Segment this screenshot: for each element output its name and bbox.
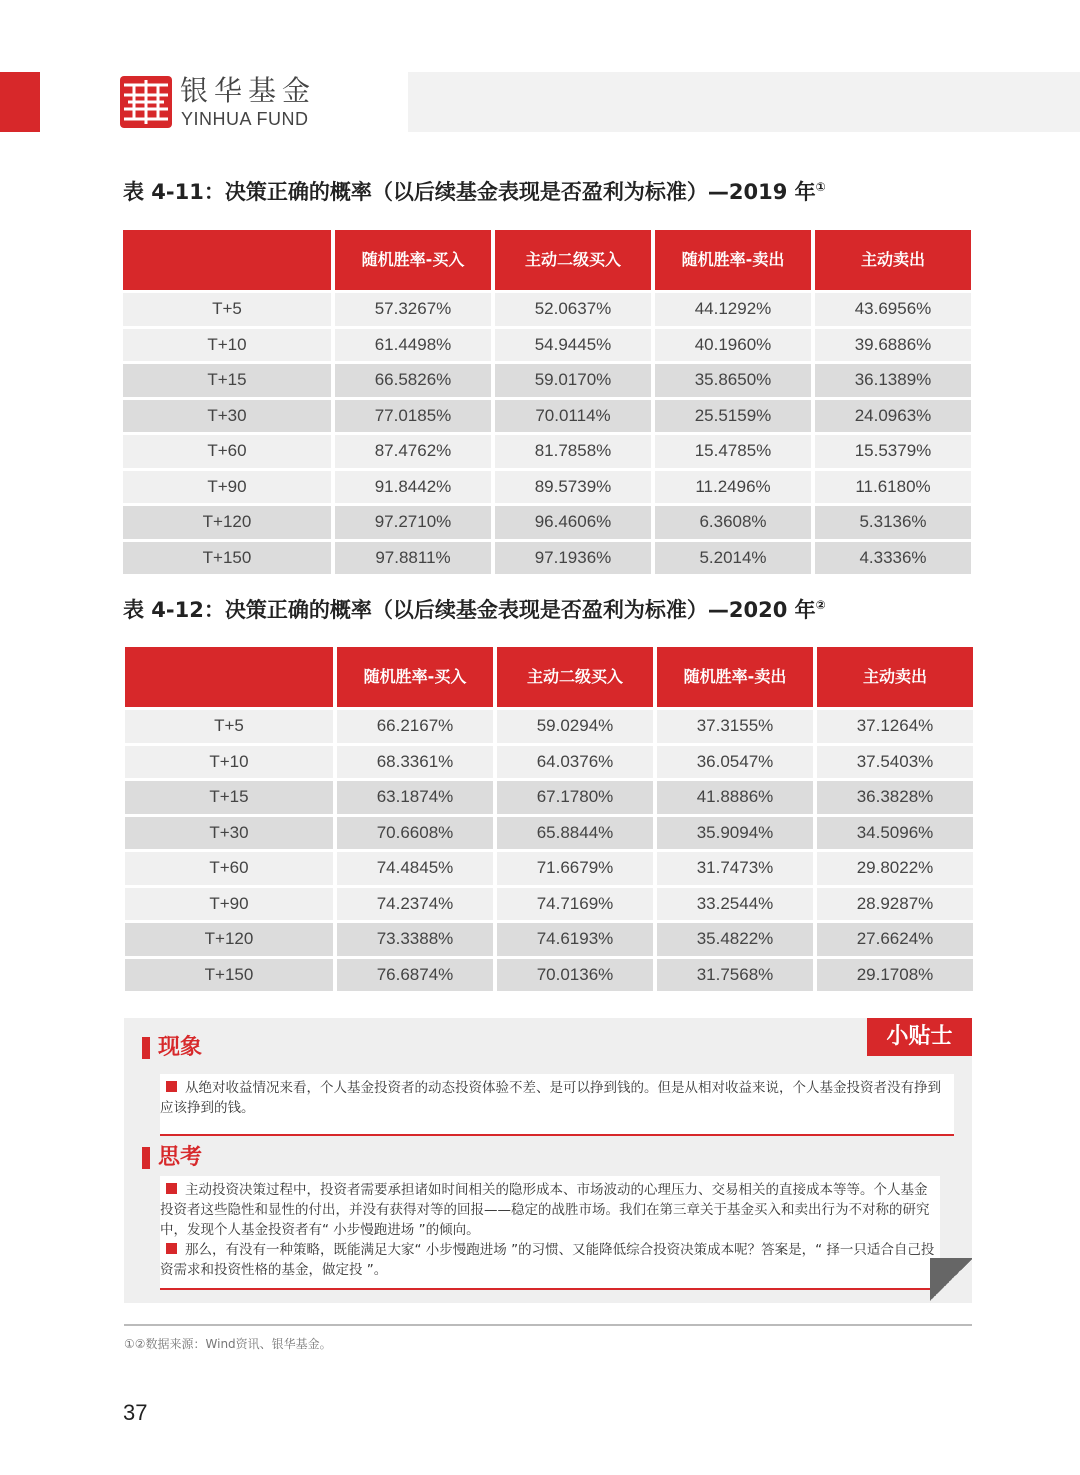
page-fold-icon <box>930 1258 972 1302</box>
table-row <box>125 923 973 956</box>
logo-english-name: YINHUA FUND <box>181 109 309 129</box>
table-cell: 35.9094% <box>657 817 813 850</box>
table-cell: 52.0637% <box>495 293 651 326</box>
table-cell: 4.3336% <box>815 542 971 575</box>
table-cell: 39.6886% <box>815 329 971 362</box>
table-cell: 74.2374% <box>337 888 493 921</box>
row-label: T+60 <box>125 852 333 885</box>
row-label: T+120 <box>125 923 333 956</box>
row-label: T+5 <box>125 710 333 743</box>
table-cell: 28.9287% <box>817 888 973 921</box>
table-cell: 63.1874% <box>337 781 493 814</box>
table-row <box>125 710 973 743</box>
table-cell: 6.3608% <box>655 506 811 539</box>
row-label: T+60 <box>123 435 331 468</box>
table-cell: 25.5159% <box>655 400 811 433</box>
thinking-text-box <box>160 1176 940 1290</box>
row-label: T+10 <box>123 329 331 362</box>
table-cell: 66.5826% <box>335 364 491 397</box>
table-row <box>125 817 973 850</box>
row-label: T+90 <box>123 471 331 504</box>
table-cell: 59.0294% <box>497 710 653 743</box>
row-label: T+90 <box>125 888 333 921</box>
table-cell: 41.8886% <box>657 781 813 814</box>
table-cell: 24.0963% <box>815 400 971 433</box>
tips-badge: 小贴士 <box>867 1018 972 1056</box>
table-row <box>123 435 971 468</box>
table-cell: 71.6679% <box>497 852 653 885</box>
table-row <box>123 471 971 504</box>
header-red-bar <box>0 72 40 132</box>
table-cell: 37.5403% <box>817 746 973 779</box>
column-header <box>125 647 333 707</box>
footer-divider <box>124 1324 972 1326</box>
table-cell: 76.6874% <box>337 959 493 992</box>
table-cell: 36.3828% <box>817 781 973 814</box>
table-cell: 57.3267% <box>335 293 491 326</box>
table-cell: 73.3388% <box>337 923 493 956</box>
table-cell: 27.6624% <box>817 923 973 956</box>
table-cell: 59.0170% <box>495 364 651 397</box>
table-cell: 31.7473% <box>657 852 813 885</box>
table-title-2019: 表 4-11：决策正确的概率（以后续基金表现是否盈利为标准）—2019 年① <box>123 180 826 204</box>
row-label: T+30 <box>125 817 333 850</box>
row-label: T+150 <box>125 959 333 992</box>
table-2020 <box>121 644 977 994</box>
column-header: 主动卖出 <box>817 647 973 707</box>
row-label: T+30 <box>123 400 331 433</box>
table-row <box>125 852 973 885</box>
table-title-2020: 表 4-12：决策正确的概率（以后续基金表现是否盈利为标准）—2020 年② <box>123 598 826 622</box>
table-row <box>125 781 973 814</box>
table-row <box>125 746 973 779</box>
table-cell: 54.9445% <box>495 329 651 362</box>
row-label: T+120 <box>123 506 331 539</box>
table-cell: 70.0136% <box>497 959 653 992</box>
table-cell: 15.5379% <box>815 435 971 468</box>
table-cell: 91.8442% <box>335 471 491 504</box>
phenomenon-paragraph: 从绝对收益情况来看，个人基金投资者的动态投资体验不差、是可以挣到钱的。但是从相对收益来说，个人基金投资者没有挣到应该挣到的钱。 <box>160 1080 941 1116</box>
table-row <box>123 542 971 575</box>
column-header: 随机胜率-买入 <box>335 230 491 290</box>
table-cell: 44.1292% <box>655 293 811 326</box>
table-cell: 37.1264% <box>817 710 973 743</box>
table-cell: 5.2014% <box>655 542 811 575</box>
table-cell: 67.1780% <box>497 781 653 814</box>
column-header: 随机胜率-卖出 <box>657 647 813 707</box>
logo-chinese-name: 银华基金 <box>180 74 317 107</box>
table-cell: 97.2710% <box>335 506 491 539</box>
table-cell: 81.7858% <box>495 435 651 468</box>
data-source-note: ①②数据来源：Wind资讯、银华基金。 <box>124 1337 332 1351</box>
section-phenomenon-title: 现象 <box>142 1034 202 1062</box>
yinhua-logo-icon <box>120 76 172 128</box>
table-cell: 40.1960% <box>655 329 811 362</box>
row-label: T+15 <box>123 364 331 397</box>
table-cell: 68.3361% <box>337 746 493 779</box>
bullet-square-icon <box>166 1183 177 1194</box>
table-cell: 5.3136% <box>815 506 971 539</box>
table-cell: 34.5096% <box>817 817 973 850</box>
header-gray-bar <box>408 72 1080 132</box>
table-row <box>123 329 971 362</box>
table-cell: 35.8650% <box>655 364 811 397</box>
bullet-square-icon <box>166 1243 177 1254</box>
table-cell: 29.8022% <box>817 852 973 885</box>
table-cell: 15.4785% <box>655 435 811 468</box>
row-label: T+150 <box>123 542 331 575</box>
table-cell: 29.1708% <box>817 959 973 992</box>
table-cell: 74.4845% <box>337 852 493 885</box>
table-row <box>125 959 973 992</box>
table-cell: 77.0185% <box>335 400 491 433</box>
table-cell: 66.2167% <box>337 710 493 743</box>
phenomenon-text-box <box>160 1074 954 1136</box>
table-row <box>123 506 971 539</box>
row-label: T+10 <box>125 746 333 779</box>
table-2019 <box>119 227 975 577</box>
table-cell: 96.4606% <box>495 506 651 539</box>
table-cell: 11.6180% <box>815 471 971 504</box>
column-header: 主动二级买入 <box>497 647 653 707</box>
column-header: 随机胜率-卖出 <box>655 230 811 290</box>
table-row <box>123 400 971 433</box>
page-number: 37 <box>123 1400 148 1425</box>
table-cell: 43.6956% <box>815 293 971 326</box>
column-header: 主动卖出 <box>815 230 971 290</box>
table-cell: 31.7568% <box>657 959 813 992</box>
table-row <box>123 293 971 326</box>
table-cell: 89.5739% <box>495 471 651 504</box>
table-cell: 97.1936% <box>495 542 651 575</box>
column-header <box>123 230 331 290</box>
table-cell: 64.0376% <box>497 746 653 779</box>
section-thinking-title: 思考 <box>142 1144 202 1172</box>
table-cell: 70.6608% <box>337 817 493 850</box>
table-cell: 65.8844% <box>497 817 653 850</box>
table-cell: 61.4498% <box>335 329 491 362</box>
table-cell: 87.4762% <box>335 435 491 468</box>
table-row <box>125 888 973 921</box>
table-cell: 33.2544% <box>657 888 813 921</box>
bullet-square-icon <box>166 1081 177 1092</box>
row-label: T+5 <box>123 293 331 326</box>
table-cell: 74.7169% <box>497 888 653 921</box>
column-header: 随机胜率-买入 <box>337 647 493 707</box>
table-cell: 97.8811% <box>335 542 491 575</box>
table-cell: 36.1389% <box>815 364 971 397</box>
thinking-paragraph-2: 那么，有没有一种策略，既能满足大家“ 小步慢跑进场 ”的习惯、又能降低综合投资决策成本呢？答案是，“ 择一只适合自己投资需求和投资性格的基金，做定投 ”。 <box>160 1242 935 1278</box>
thinking-paragraph-1: 主动投资决策过程中，投资者需要承担诸如时间相关的隐形成本、市场波动的心理压力、交易相关的直接成本等等。个人基金投资者这些隐性和显性的付出，并没有获得对等的回报——稳定的战胜市场。我们在第三章关于基金买入和卖出行为不对称的研究中，发现个人基金投资者有“ 小步慢跑进场 ”的倾向。 <box>160 1182 930 1238</box>
row-label: T+15 <box>125 781 333 814</box>
table-cell: 74.6193% <box>497 923 653 956</box>
table-cell: 36.0547% <box>657 746 813 779</box>
table-cell: 35.4822% <box>657 923 813 956</box>
column-header: 主动二级买入 <box>495 230 651 290</box>
table-cell: 70.0114% <box>495 400 651 433</box>
table-cell: 37.3155% <box>657 710 813 743</box>
table-row <box>123 364 971 397</box>
table-cell: 11.2496% <box>655 471 811 504</box>
